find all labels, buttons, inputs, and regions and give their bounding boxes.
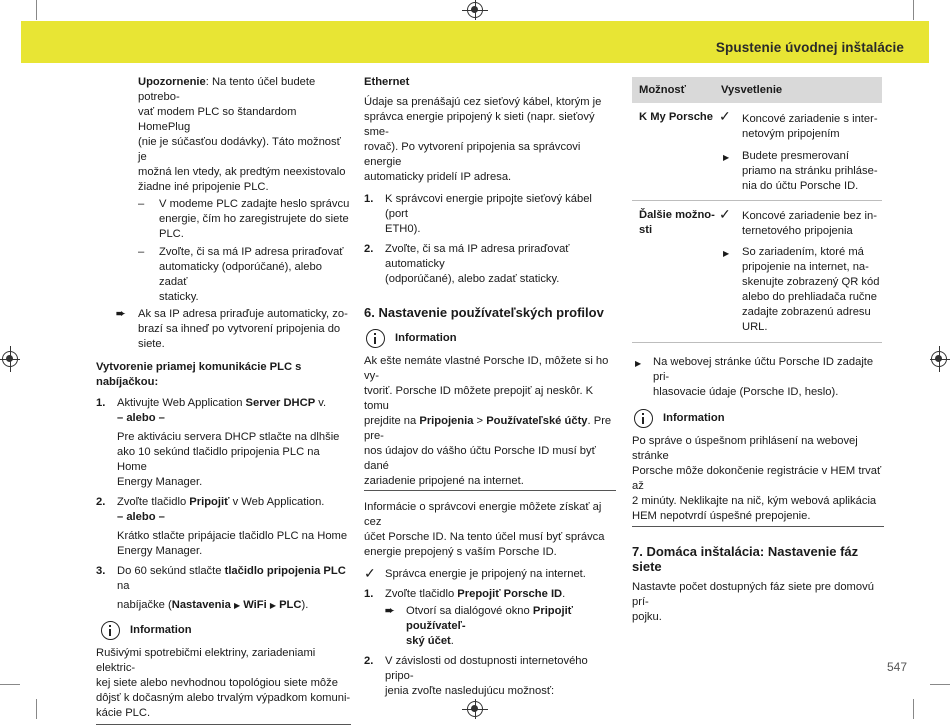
- info-title: Information: [395, 332, 457, 344]
- section7-text: [632, 580, 884, 625]
- step-text: hlasovacie údaje (Porsche ID, heslo).: [653, 386, 839, 398]
- explanation-text: Budete presmerovaní: [742, 150, 849, 162]
- result-item: [385, 604, 616, 649]
- step-item: [364, 654, 616, 699]
- step-text: jenia zvoľte nasledujúcu možnosť:: [385, 685, 555, 697]
- step-item: [96, 495, 351, 559]
- info-box: [364, 354, 616, 491]
- result-text: .: [450, 635, 454, 647]
- porsche-id-text: [364, 500, 616, 560]
- info-text: Ak ešte nemáte vlastné Porsche ID, môžete si ho vy-: [364, 355, 609, 382]
- paragraph-line: pojku.: [632, 611, 662, 623]
- path-separator: >: [473, 415, 487, 427]
- step-item: [632, 355, 884, 400]
- step-text: Energy Manager.: [117, 545, 203, 557]
- dash-text: staticky.: [159, 291, 199, 303]
- path-arrow-icon: ▶: [233, 601, 241, 610]
- step-text: K správcovi energie pripojte sieťový kábel (port: [385, 193, 592, 220]
- checkmark-icon: ✓: [719, 108, 731, 124]
- explanation-text: ternetového pripojenia: [742, 225, 853, 237]
- step-text: Pre aktiváciu servera DHCP stlačte na dlhšie: [117, 431, 340, 443]
- path-arrow-icon: ▶: [269, 601, 276, 610]
- info-icon: [366, 329, 385, 348]
- step-number: 3.: [96, 565, 106, 577]
- paragraph-line: Údaje sa prenášajú cez sieťový kábel, ktorým je: [364, 96, 602, 108]
- column-header: Možnosť: [639, 84, 686, 96]
- step-item: [364, 242, 616, 287]
- menu-path-item: Nastavenia: [171, 599, 231, 611]
- step-text: Zvoľte tlačidlo: [117, 496, 190, 508]
- table-row: [632, 201, 882, 343]
- step-text: nabíjačke (: [117, 599, 172, 611]
- step-text: v.: [315, 397, 327, 409]
- explanation-text: alebo do prehliadača ručne: [742, 291, 877, 303]
- dash-item: [96, 197, 351, 242]
- crop-mark: [36, 0, 37, 20]
- left-column: [96, 75, 351, 725]
- ethernet-text: [364, 95, 616, 185]
- option-text: sti: [639, 224, 653, 236]
- registration-mark-icon: [931, 351, 947, 367]
- option-cell: [639, 208, 715, 238]
- info-title: Information: [663, 412, 725, 424]
- info-text: zariadenie pripojené na internet.: [364, 475, 524, 487]
- dash-text: Zvoľte, či sa má IP adresa priraďovať: [159, 246, 344, 258]
- table-row: [632, 103, 882, 203]
- precondition-text: Správca energie je pripojený na internet.: [385, 568, 586, 580]
- option-text: Ďalšie možno-: [639, 209, 715, 221]
- explanation-text: pripojenie na internet, na-: [742, 261, 869, 273]
- bullet-item: [723, 149, 882, 194]
- info-text: . Pre pre-: [364, 415, 612, 442]
- step-item: [364, 192, 616, 237]
- info-text: 2 minúty. Neklikajte na nič, kým webová aplikácia: [632, 495, 877, 507]
- info-heading: [364, 329, 616, 348]
- result-bold: Pripojiť používateľ-: [406, 605, 574, 632]
- crop-mark: [913, 699, 914, 719]
- dash-marker: –: [138, 246, 145, 258]
- step-bold: Pripojiť: [189, 496, 230, 508]
- info-text: tvoriť. Porsche ID môžete prepojiť aj neskôr. K tomu: [364, 385, 594, 412]
- explanation-text: skenujte zobrazený QR kód: [742, 276, 880, 288]
- result-text: siete.: [138, 338, 165, 350]
- note-text: vať modem PLC so štandardom HomePlug: [138, 106, 297, 133]
- info-text: Po správe o úspešnom prihlásení na webovej stránke: [632, 435, 858, 462]
- checkmark-icon: ✓: [719, 206, 731, 222]
- subheading: Vytvorenie priamej komunikácie PLC s nabíjačkou:: [96, 361, 302, 388]
- dash-text: automaticky (odporúčané), alebo zadať: [159, 261, 322, 288]
- explanation-text: Koncové zariadenie bez in-: [742, 210, 877, 222]
- step-bold: Prepojiť Porsche ID: [457, 588, 563, 600]
- step-number: 1.: [96, 397, 106, 409]
- step-bold: tlačidlo pripojenia PLC: [224, 565, 346, 577]
- menu-path-item: Pripojenia: [419, 415, 474, 427]
- info-text: HEM nepotvrdí úspešné prepojenie.: [632, 510, 811, 522]
- step-text: V závislosti od dostupnosti internetového pripo-: [385, 655, 588, 682]
- precondition-item: [364, 567, 616, 582]
- dash-marker: –: [138, 198, 145, 210]
- explanation-text: URL.: [742, 321, 768, 333]
- middle-column: [364, 75, 616, 699]
- step-text: .: [562, 588, 566, 600]
- step-text: ako 10 sekúnd tlačidlo pripojenia PLC na Home: [117, 446, 320, 473]
- step-text: v Web Application.: [229, 496, 325, 508]
- info-text: Rušivými spotrebičmi elektriny, zariadeniami elektric-: [96, 647, 316, 674]
- step-item: [364, 587, 616, 649]
- step-text: Energy Manager.: [117, 476, 203, 488]
- info-text: dôjsť k dočasným alebo trvalým výpadkom komuni-: [96, 692, 351, 704]
- info-text: kácie PLC.: [96, 707, 151, 719]
- note-block: [96, 75, 351, 195]
- info-text: nos údajov do vášho účtu Porsche ID musí byť dané: [364, 445, 596, 472]
- or-label: – alebo –: [117, 511, 165, 523]
- result-item: [96, 307, 351, 352]
- step-number: 2.: [364, 655, 374, 667]
- paragraph-line: rovač). Po vytvorení pripojenia sa správcovi energie: [364, 141, 581, 168]
- result-text: Otvorí sa dialógové okno: [406, 605, 533, 617]
- bullet-item: [723, 245, 882, 335]
- paragraph-line: správca energie pripojený k sieti (napr. sieťový sme-: [364, 111, 595, 138]
- step-text: Aktivujte Web Application: [117, 397, 246, 409]
- step-text: na: [117, 580, 130, 592]
- menu-path-item: PLC: [279, 599, 302, 611]
- explanation-text: priamo na stránku prihláse-: [742, 165, 878, 177]
- step-number: 2.: [96, 496, 106, 508]
- step-bold: Server DHCP: [245, 397, 316, 409]
- info-text: kej siete alebo nevhodnou topológiou siete môže: [96, 677, 338, 689]
- option-cell: K My Porsche: [639, 111, 713, 123]
- column-header: Vysvetlenie: [721, 84, 783, 96]
- explanation-cell: [723, 209, 882, 335]
- info-title: Information: [130, 624, 192, 636]
- menu-path-item: Používateľské účty: [486, 415, 588, 427]
- bullet-triangle-icon: ▶: [635, 359, 642, 368]
- registration-mark-icon: [467, 701, 483, 717]
- result-text: brazí sa ihneď po vytvorení pripojenia do: [138, 323, 341, 335]
- table-header: [632, 77, 882, 103]
- dash-text: V modeme PLC zadajte heslo správcu: [159, 198, 350, 210]
- registration-mark-icon: [2, 351, 18, 367]
- or-label: – alebo –: [117, 412, 165, 424]
- paragraph-line: účet Porsche ID. Na tento účel musí byť správca: [364, 531, 605, 543]
- crop-mark: [0, 684, 20, 685]
- bullet-triangle-icon: ▶: [723, 153, 730, 162]
- result-bold: ský účet: [406, 635, 451, 647]
- paragraph-line: Nastavte počet dostupných fáz siete pre domovú prí-: [632, 581, 874, 608]
- note-text: (nie je súčasťou dodávky). Táto možnosť je: [138, 136, 341, 163]
- page-title: Spustenie úvodnej inštalácie: [715, 40, 904, 55]
- info-icon: [101, 621, 120, 640]
- info-heading: [632, 409, 884, 428]
- step-number: 2.: [364, 243, 374, 255]
- explanation-text: Koncové zariadenie s inter-: [742, 113, 878, 125]
- explanation-text: So zariadením, ktoré má: [742, 246, 864, 258]
- note-text: možná len vtedy, ak predtým neexistovalo: [138, 166, 346, 178]
- menu-path-item: WiFi: [243, 599, 267, 611]
- section-heading: 6. Nastavenie používateľských profilov: [364, 305, 604, 320]
- note-text: žiadne iné pripojenie PLC.: [138, 181, 269, 193]
- info-text: prejdite na: [364, 415, 420, 427]
- page-number: 547: [887, 660, 908, 674]
- paragraph-line: automaticky pridelí IP adresa.: [364, 171, 512, 183]
- step-text: Do 60 sekúnd stlačte: [117, 565, 225, 577]
- checkmark-icon: ✓: [364, 565, 376, 581]
- dash-text: energie, čím ho zaregistrujete do siete: [159, 213, 349, 225]
- right-column: [632, 355, 884, 625]
- section-heading: 7. Domáca inštalácia: Nastavenie fáz siete: [632, 544, 859, 574]
- step-text: ).: [301, 599, 309, 611]
- header-bar: [21, 21, 929, 63]
- explanation-text: netovým pripojením: [742, 128, 840, 140]
- dash-item: [96, 245, 351, 305]
- step-number: 1.: [364, 193, 374, 205]
- ethernet-heading: Ethernet: [364, 76, 410, 88]
- result-arrow-icon: ➨: [116, 308, 126, 320]
- registration-mark-icon: [467, 2, 483, 18]
- step-text: ETH0).: [385, 223, 421, 235]
- explanation-text: zadajte zobrazenú adresu: [742, 306, 871, 318]
- explanation-cell: [723, 112, 882, 194]
- table-divider: [632, 342, 882, 343]
- info-icon: [634, 409, 653, 428]
- step-text: Zvoľte, či sa má IP adresa priraďovať automaticky: [385, 243, 570, 270]
- paragraph-line: Informácie o správcovi energie môžete získať aj cez: [364, 501, 602, 528]
- info-heading: [96, 621, 351, 640]
- step-text: Krátko stlačte pripájacie tlačidlo PLC na Home: [117, 530, 348, 542]
- step-number: 1.: [364, 588, 374, 600]
- step-item: [96, 564, 351, 613]
- note-label: Upozornenie: [138, 76, 206, 88]
- note-text: : Na tento účel budete potrebo-: [138, 76, 316, 103]
- explanation-text: nia do účtu Porsche ID.: [742, 180, 859, 192]
- bullet-triangle-icon: ▶: [723, 249, 730, 258]
- step-text: Zvoľte tlačidlo: [385, 588, 458, 600]
- result-text: Ak sa IP adresa priraďuje automaticky, zo-: [138, 308, 348, 320]
- step-text: (odporúčané), alebo zadať staticky.: [385, 273, 560, 285]
- result-arrow-icon: ➨: [385, 605, 395, 617]
- info-box: [632, 434, 884, 527]
- crop-mark: [930, 684, 950, 685]
- dash-text: PLC.: [159, 228, 184, 240]
- info-text: Porsche môže dokončenie registrácie v HEM trvať až: [632, 465, 882, 492]
- step-item: [96, 396, 351, 490]
- crop-mark: [36, 699, 37, 719]
- step-text: Na webovej stránke účtu Porsche ID zadajte pri-: [653, 356, 874, 383]
- paragraph-line: energie prepojený s vaším Porsche ID.: [364, 546, 557, 558]
- info-box: [96, 646, 351, 725]
- crop-mark: [913, 0, 914, 20]
